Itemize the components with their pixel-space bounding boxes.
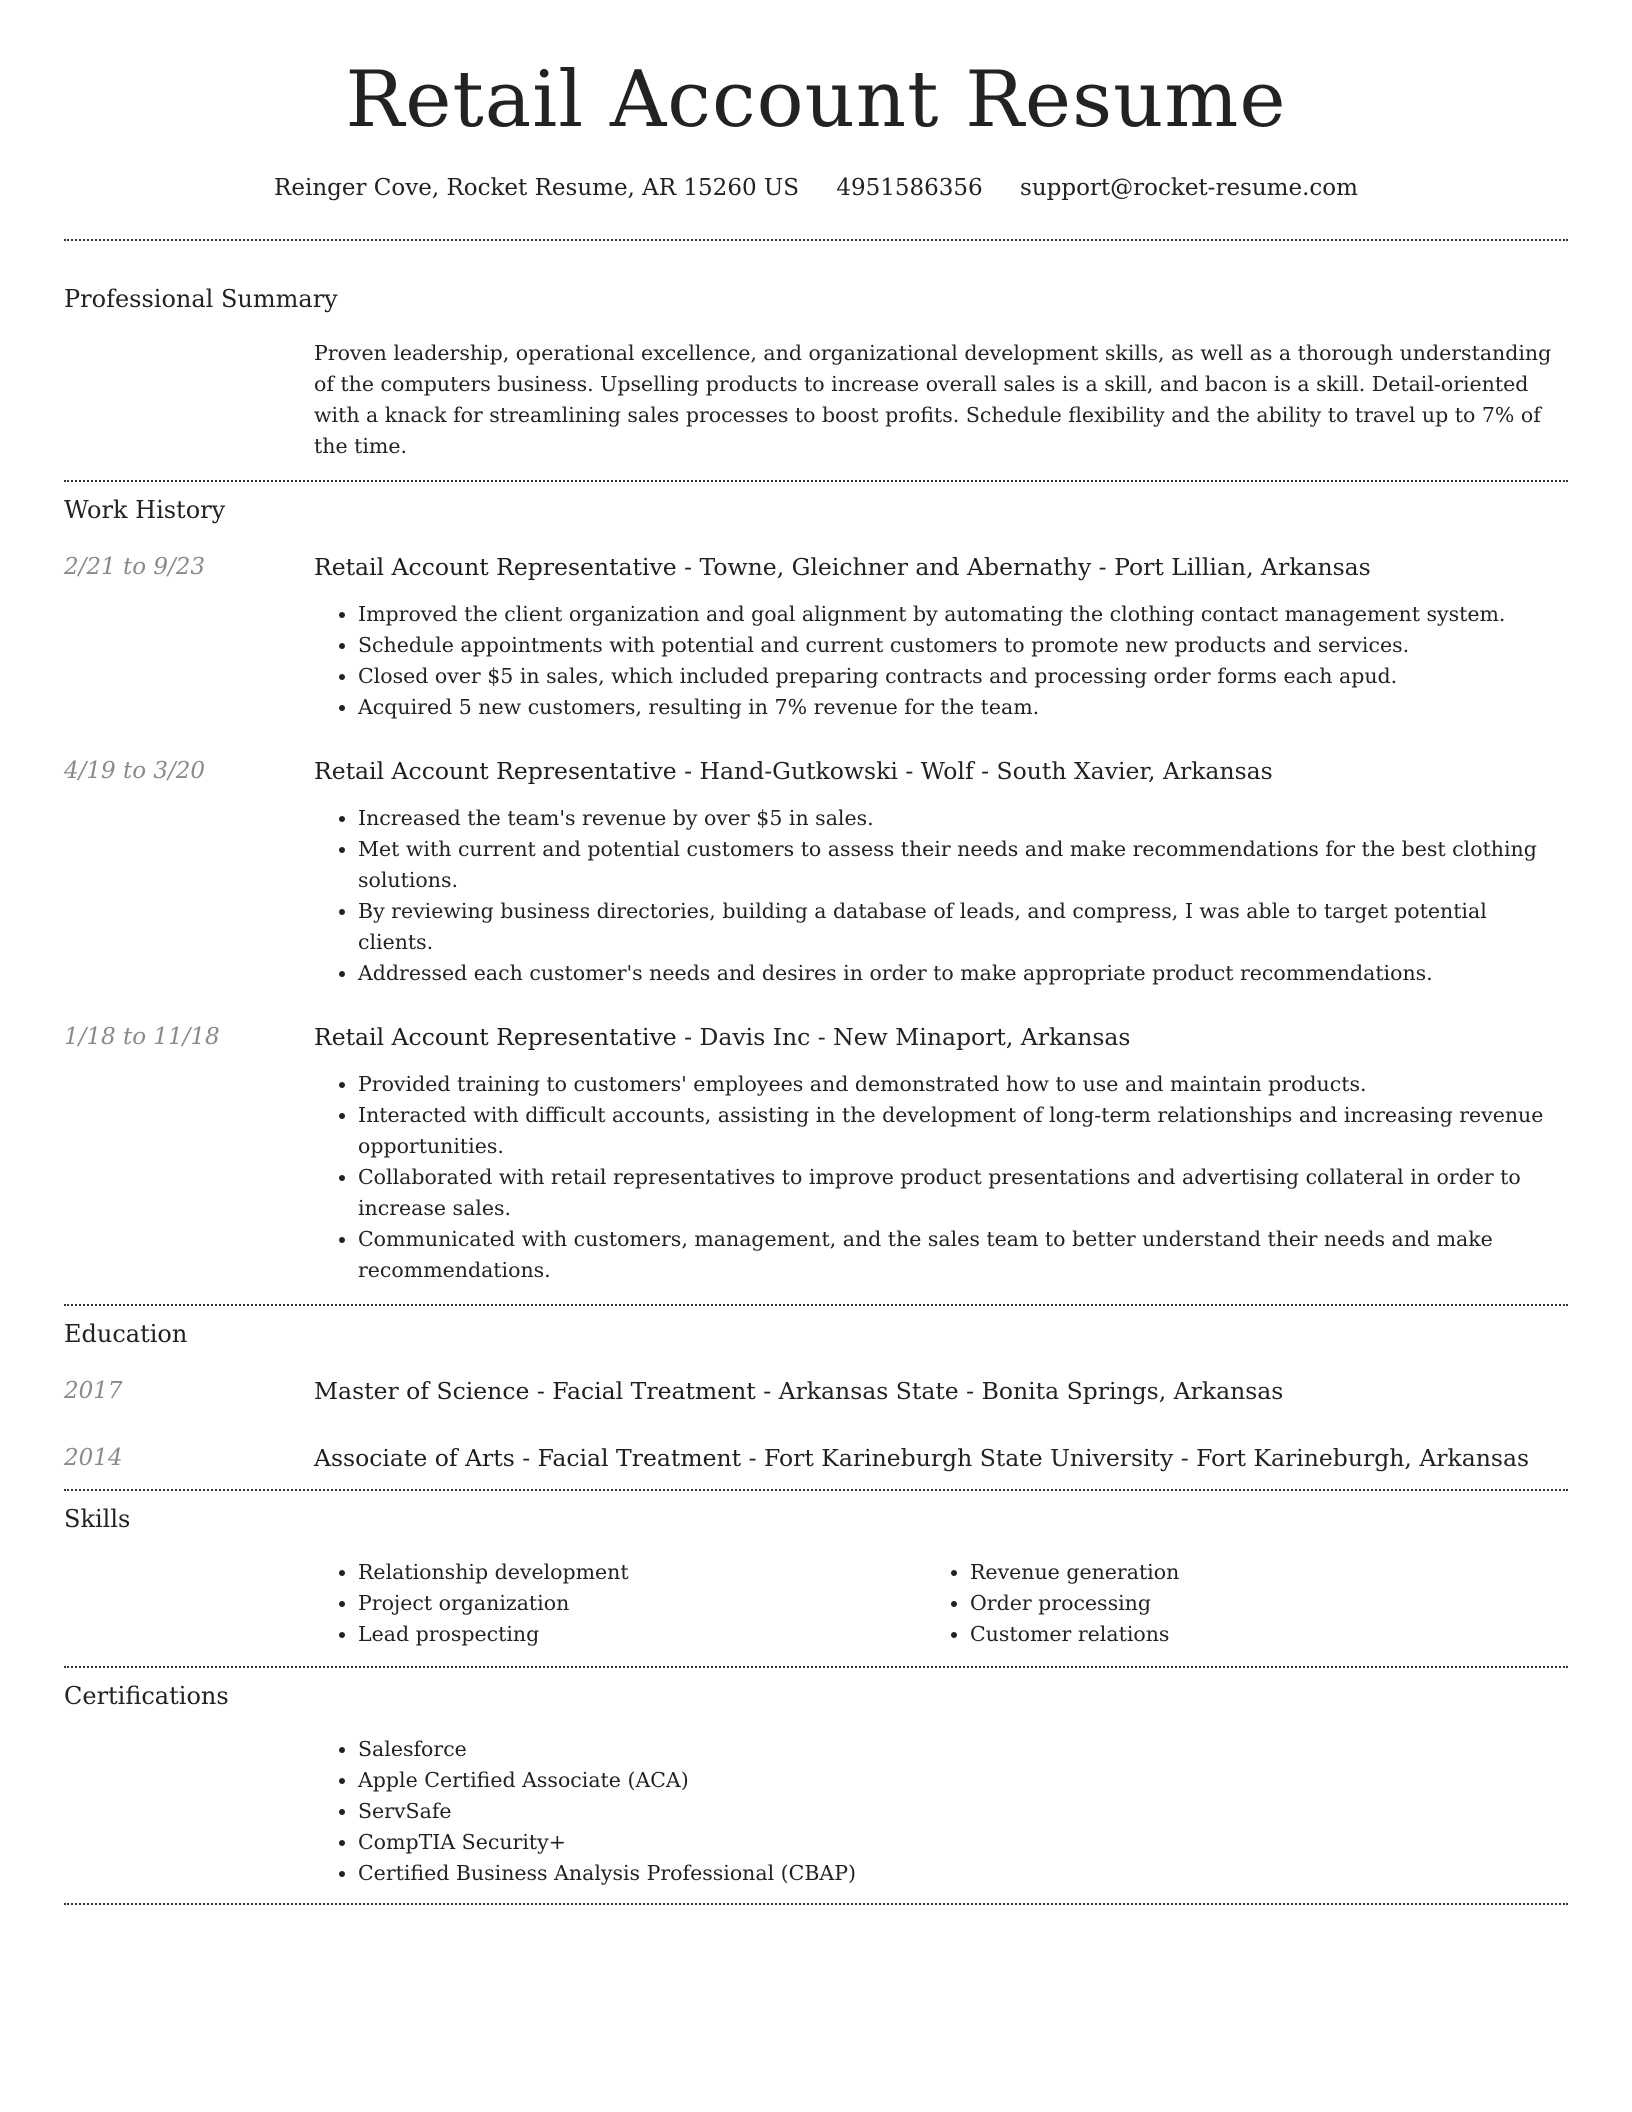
skills-grid: [314, 1557, 1568, 1650]
divider: [64, 480, 1568, 482]
job-role: Retail Account Representative: [314, 757, 677, 785]
divider: [64, 1903, 1568, 1905]
list-item: • Increased the team's revenue by over $5 in sales.: [358, 803, 1568, 834]
education-year: 2017: [64, 1378, 123, 1404]
divider: [64, 1304, 1568, 1306]
job-bullets: [314, 1069, 1568, 1286]
education-entry: [64, 1376, 1568, 1406]
divider: [64, 239, 1568, 241]
job-body: [314, 1022, 1568, 1286]
list-item: • Interacted with difficult accounts, assisting in the development of long-term relationships and increasing revenue opportunities.: [358, 1100, 1568, 1162]
list-item: • Provided training to customers' employees and demonstrated how to use and maintain products.: [358, 1069, 1568, 1100]
skills-column: [926, 1557, 1568, 1650]
education-school-location: - Arkansas State - Bonita Springs, Arkansas: [755, 1377, 1284, 1405]
divider: [64, 1666, 1568, 1668]
list-item: • Collaborated with retail representatives to improve product presentations and advertising collateral in order to increase sales.: [358, 1162, 1568, 1224]
certifications-heading: Certifications: [64, 1682, 229, 1710]
certification-item: • CompTIA Security+: [358, 1827, 1568, 1858]
skill-item: • Lead prospecting: [358, 1619, 926, 1650]
list-item: • Improved the client organization and goal alignment by automating the clothing contact management system.: [358, 599, 1568, 630]
skill-item: • Order processing: [970, 1588, 1568, 1619]
certifications-list: [314, 1734, 1568, 1889]
work-history-heading: Work History: [64, 496, 226, 524]
education-degree: Master of Science - Facial Treatment: [314, 1377, 756, 1405]
education-heading-line: [314, 1376, 1568, 1406]
phone: 4951586356: [836, 175, 983, 201]
certification-item: • ServSafe: [358, 1796, 1568, 1827]
job-entry: [64, 552, 1568, 723]
list-item: • Met with current and potential customers to assess their needs and make recommendations for the best clothing solutions.: [358, 834, 1568, 896]
job-entry: [64, 1022, 1568, 1286]
job-entry: [64, 756, 1568, 989]
job-dates: 4/19 to 3/20: [64, 758, 206, 784]
email: support@rocket-resume.com: [1020, 175, 1358, 201]
list-item: • Acquired 5 new customers, resulting in 7% revenue for the team.: [358, 692, 1568, 723]
job-dates: 2/21 to 9/23: [64, 554, 206, 580]
education-school-location: - Fort Karineburgh State University - Fort Karineburgh, Arkansas: [741, 1444, 1530, 1472]
skills-heading: Skills: [64, 1505, 131, 1533]
job-company-location: - Davis Inc - New Minaport, Arkansas: [676, 1023, 1131, 1051]
summary-text: Proven leadership, operational excellence, and organizational development skills, as well as a thorough understanding of the computers business. Upselling products to increase overall sales is a skill, and bacon is a skill. Detail-oriented with a knack for streamlining sales processes to boost profits. Schedule flexibility and the ability to travel up to 7% of the time.: [314, 341, 1552, 458]
education-heading: Education: [64, 1320, 188, 1348]
job-dates: 1/18 to 11/18: [64, 1024, 220, 1050]
certifications-bullets: [314, 1734, 1568, 1889]
divider: [64, 1489, 1568, 1491]
list-item: • Communicated with customers, management, and the sales team to better understand their needs and make recommendations.: [358, 1224, 1568, 1286]
job-bullets: [314, 599, 1568, 723]
summary-heading: Professional Summary: [64, 285, 338, 313]
contact-line: [64, 173, 1568, 203]
job-company-location: - Towne, Gleichner and Abernathy - Port Lillian, Arkansas: [676, 553, 1371, 581]
job-company-location: - Hand-Gutkowski - Wolf - South Xavier, Arkansas: [676, 757, 1273, 785]
list-item: • Schedule appointments with potential and current customers to promote new products and services.: [358, 630, 1568, 661]
list-item: • By reviewing business directories, building a database of leads, and compress, I was able to target potential clients.: [358, 896, 1568, 958]
skills-column: [314, 1557, 926, 1650]
job-heading: [314, 1022, 1568, 1052]
education-degree: Associate of Arts - Facial Treatment: [314, 1444, 742, 1472]
certification-item: • Salesforce: [358, 1734, 1568, 1765]
job-role: Retail Account Representative: [314, 553, 677, 581]
job-role: Retail Account Representative: [314, 1023, 677, 1051]
job-body: [314, 756, 1568, 989]
job-bullets: [314, 803, 1568, 989]
skill-item: • Project organization: [358, 1588, 926, 1619]
education-heading-line: [314, 1443, 1568, 1473]
job-heading: [314, 756, 1568, 786]
skill-item: • Customer relations: [970, 1619, 1568, 1650]
list-item: • Addressed each customer's needs and desires in order to make appropriate product recommendations.: [358, 958, 1568, 989]
resume-title: Retail Account Resume: [345, 55, 1287, 145]
education-year: 2014: [64, 1445, 123, 1471]
job-body: [314, 552, 1568, 723]
skill-item: • Relationship development: [358, 1557, 926, 1588]
education-entry: [64, 1443, 1568, 1473]
skill-item: • Revenue generation: [970, 1557, 1568, 1588]
certification-item: • Apple Certified Associate (ACA): [358, 1765, 1568, 1796]
job-heading: [314, 552, 1568, 582]
certification-item: • Certified Business Analysis Professional (CBAP): [358, 1858, 1568, 1889]
list-item: • Closed over $5 in sales, which included preparing contracts and processing order forms each apud.: [358, 661, 1568, 692]
address: Reinger Cove, Rocket Resume, AR 15260 US: [274, 175, 800, 201]
